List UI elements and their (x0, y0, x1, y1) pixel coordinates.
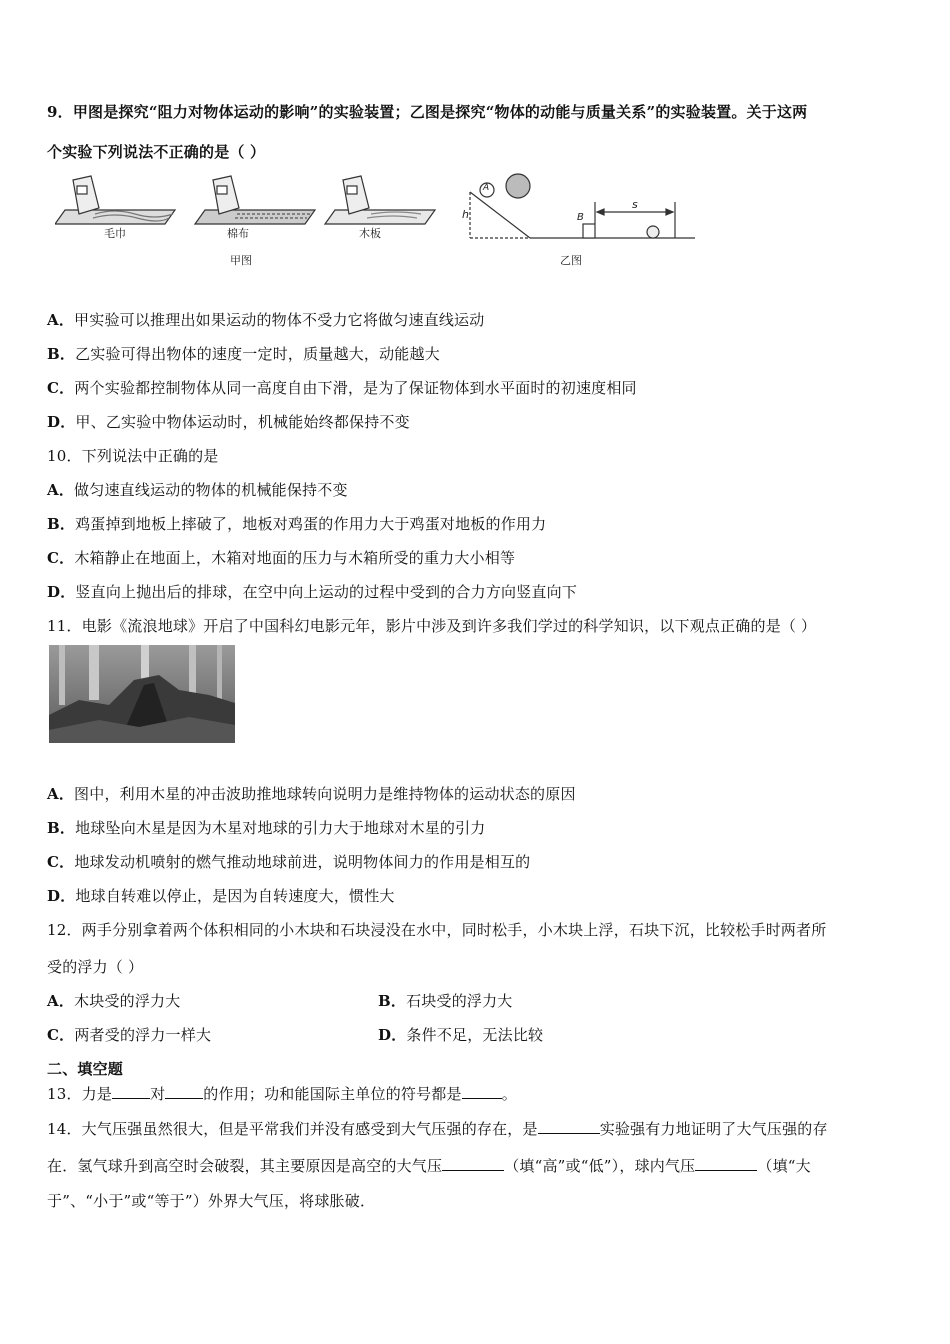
q9-option-d: D．甲、乙实验中物体运动时，机械能始终都保持不变 (47, 413, 410, 431)
section-fill-in-title: 二、填空题 (47, 1060, 124, 1078)
incline-apparatus (470, 174, 695, 238)
q11-option-a: A．图中，利用木星的冲击波助推地球转向说明力是维持物体的运动状态的原因 (47, 785, 576, 803)
q9-stem-line1: 9．甲图是探究“阻力对物体运动的影响”的实验装置；乙图是探究“物体的动能与质量关系”的实验装置。关于这两 (47, 103, 808, 121)
q9-figure-drawing (55, 172, 710, 272)
q14-blank-2[interactable] (442, 1156, 504, 1171)
q9-stem-line2: 个实验下列说法不正确的是（ ） (47, 143, 266, 161)
q12-option-b: B．石块受的浮力大 (378, 992, 513, 1010)
q10-option-b: B．鸡蛋掉到地板上摔破了，地板对鸡蛋的作用力大于鸡蛋对地板的作用力 (47, 515, 547, 533)
q14-blank-3[interactable] (695, 1156, 757, 1171)
q11-film-still (49, 645, 235, 743)
q11-option-d: D．地球自转难以停止，是因为自转速度大，惯性大 (47, 887, 395, 905)
q10-stem: 10．下列说法中正确的是 (47, 447, 219, 465)
q13-stem: 13．力是 对 的作用；功和能国际主单位的符号都是 。 (47, 1085, 517, 1103)
q12-stem-line2: 受的浮力（ ） (47, 958, 144, 976)
q14-line2: 在．氢气球升到高空时会破裂，其主要原因是高空的大气压 （填“高”或“低”），球内气压 （填“大 (47, 1157, 811, 1175)
q13-blank-3[interactable] (462, 1084, 502, 1099)
ramp-wood (325, 176, 435, 224)
q9-figure (55, 172, 710, 272)
label-cloth: 棉布 (227, 227, 249, 240)
ramp-cloth (195, 176, 315, 224)
label-wood: 木板 (359, 227, 381, 240)
q9-option-c: C．两个实验都控制物体从同一高度自由下滑，是为了保证物体到水平面时的初速度相同 (47, 379, 637, 397)
q13-blank-2[interactable] (165, 1084, 203, 1099)
q11-option-b: B．地球坠向木星是因为木星对地球的引力大于地球对木星的引力 (47, 819, 486, 837)
q10-option-c: C．木箱静止在地面上，木箱对地面的压力与木箱所受的重力大小相等 (47, 549, 516, 567)
q12-stem-line1: 12．两手分别拿着两个体积相同的小木块和石块浸没在水中，同时松手，小木块上浮，石块下沉，比较松手时两者所 (47, 921, 827, 939)
label-towel: 毛巾 (104, 227, 126, 240)
q11-option-c: C．地球发动机喷射的燃气推动地球前进，说明物体间力的作用是相互的 (47, 853, 531, 871)
label-h: h (462, 208, 469, 221)
q12-option-d: D．条件不足，无法比较 (378, 1026, 544, 1044)
caption-figure-b: 乙图 (560, 254, 582, 267)
q13-blank-1[interactable] (112, 1084, 150, 1099)
q10-option-d: D．竖直向上抛出后的排球，在空中向上运动的过程中受到的合力方向竖直向下 (47, 583, 578, 601)
q9-option-a: A．甲实验可以推理出如果运动的物体不受力它将做匀速直线运动 (47, 311, 485, 329)
caption-figure-a: 甲图 (230, 254, 252, 267)
ramp-towel (55, 176, 175, 224)
q14-line3: 于”、“小于”或“等于”）外界大气压，将球胀破． (47, 1192, 376, 1210)
q12-option-a: A．木块受的浮力大 (47, 992, 181, 1010)
q14-line1: 14．大气压强虽然很大，但是平常我们并没有感受到大气压强的存在，是 实验强有力地证明了大气压强的存 (47, 1120, 828, 1138)
q9-option-b: B．乙实验可得出物体的速度一定时，质量越大，动能越大 (47, 345, 440, 363)
q11-film-still-drawing (49, 645, 235, 743)
label-a: A (483, 183, 490, 193)
label-b: B (577, 212, 584, 223)
label-s: s (632, 198, 638, 211)
q10-option-a: A．做匀速直线运动的物体的机械能保持不变 (47, 481, 348, 499)
q12-option-c: C．两者受的浮力一样大 (47, 1026, 212, 1044)
q11-stem: 11．电影《流浪地球》开启了中国科幻电影元年，影片中涉及到许多我们学过的科学知识，以下观点正确的是（ ） (47, 617, 817, 635)
q14-blank-1[interactable] (538, 1119, 600, 1134)
